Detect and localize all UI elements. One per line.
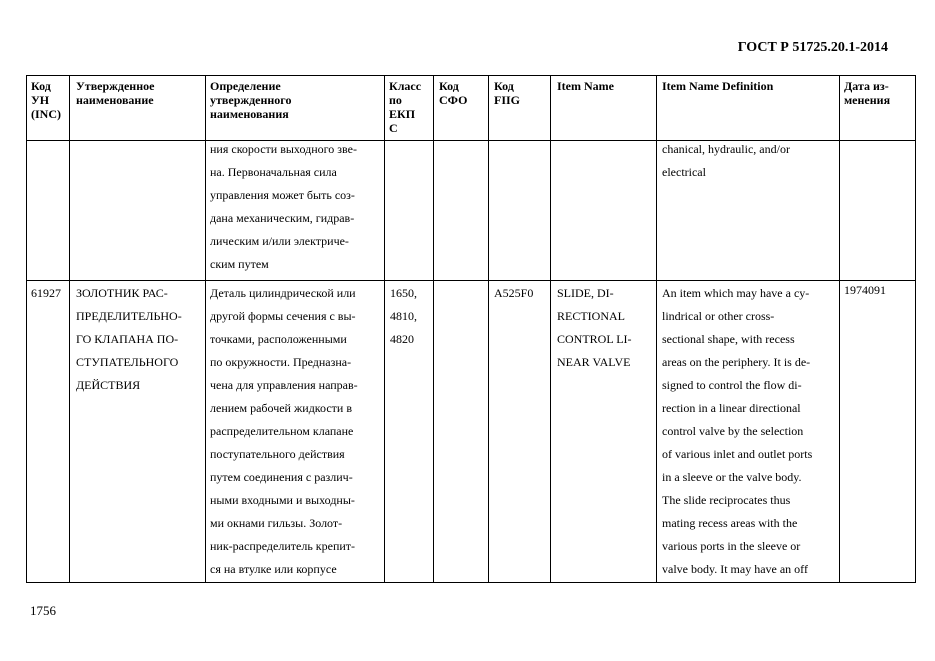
col-line <box>26 75 27 583</box>
col-line <box>915 75 916 583</box>
continuation-definition-ru: ния скорости выходного зве- на. Первоначальная сила управления может быть соз- дана механическим, гидрав- лическим и/или электриче- ским путем <box>210 142 357 271</box>
row-divider <box>26 280 916 281</box>
continuation-definition-en: chanical, hydraulic, and/or electrical <box>662 142 790 179</box>
header-item-definition: Item Name Definition <box>662 79 774 93</box>
item-name: SLIDE, DI- RECTIONAL CONTROL LI- NEAR VALVE <box>557 286 632 369</box>
col-line <box>839 75 840 583</box>
col-line <box>550 75 551 583</box>
header-definition-ru: Определение утвержденного наименования <box>210 79 292 121</box>
header-fiig: Код FIIG <box>494 79 521 107</box>
approved-name: ЗОЛОТНИК РАС- ПРЕДЕЛИТЕЛЬНО- ГО КЛАПАНА ПО- СТУПАТЕЛЬНОГО ДЕЙСТВИЯ <box>76 286 182 392</box>
standard-title: ГОСТ Р 51725.20.1-2014 <box>737 40 888 55</box>
header-inc: Код УН (INC) <box>31 79 61 121</box>
col-line <box>433 75 434 583</box>
page-number: 1756 <box>30 603 56 618</box>
definition-en: An item which may have a cy- lindrical or other cross- sectional shape, with recess areas on the periphery. It is de- signed to control the flow di- rection in a linear directional control valve by the selection of various inlet and outlet ports in a sleeve or the valve body. The slide reciprocates thus mating recess areas with the various ports in the sleeve or valve body. It may have an off <box>662 286 813 576</box>
header-class: Класс по ЕКП С <box>389 79 422 135</box>
col-line <box>656 75 657 583</box>
inc-code: 61927 <box>31 286 61 300</box>
change-date: 1974091 <box>844 283 886 297</box>
col-line <box>488 75 489 583</box>
header-change-date: Дата из- менения <box>844 79 891 107</box>
table-border-bottom <box>26 582 916 583</box>
header-item-name: Item Name <box>557 79 614 93</box>
class-codes: 1650, 4810, 4820 <box>390 286 417 346</box>
col-line <box>205 75 206 583</box>
header-sfo: Код СФО <box>439 79 468 107</box>
fiig-code: A525F0 <box>494 286 534 300</box>
table-border-top <box>26 75 916 76</box>
col-line <box>69 75 70 583</box>
data-table <box>26 75 916 583</box>
definition-ru: Деталь цилиндрической или другой формы сечения с вы- точками, расположенными по окружности. Предназна- чена для управления направ- лением рабочей жидкости в распределительном клапане поступательного действия путем соединения с различ- ными входными и выходны- ми окнами гильзы. Золот- ник-распределитель крепит- ся на втулке или корпусе <box>210 286 358 576</box>
header-approved-name: Утвержденное наименование <box>76 79 155 107</box>
col-line <box>384 75 385 583</box>
